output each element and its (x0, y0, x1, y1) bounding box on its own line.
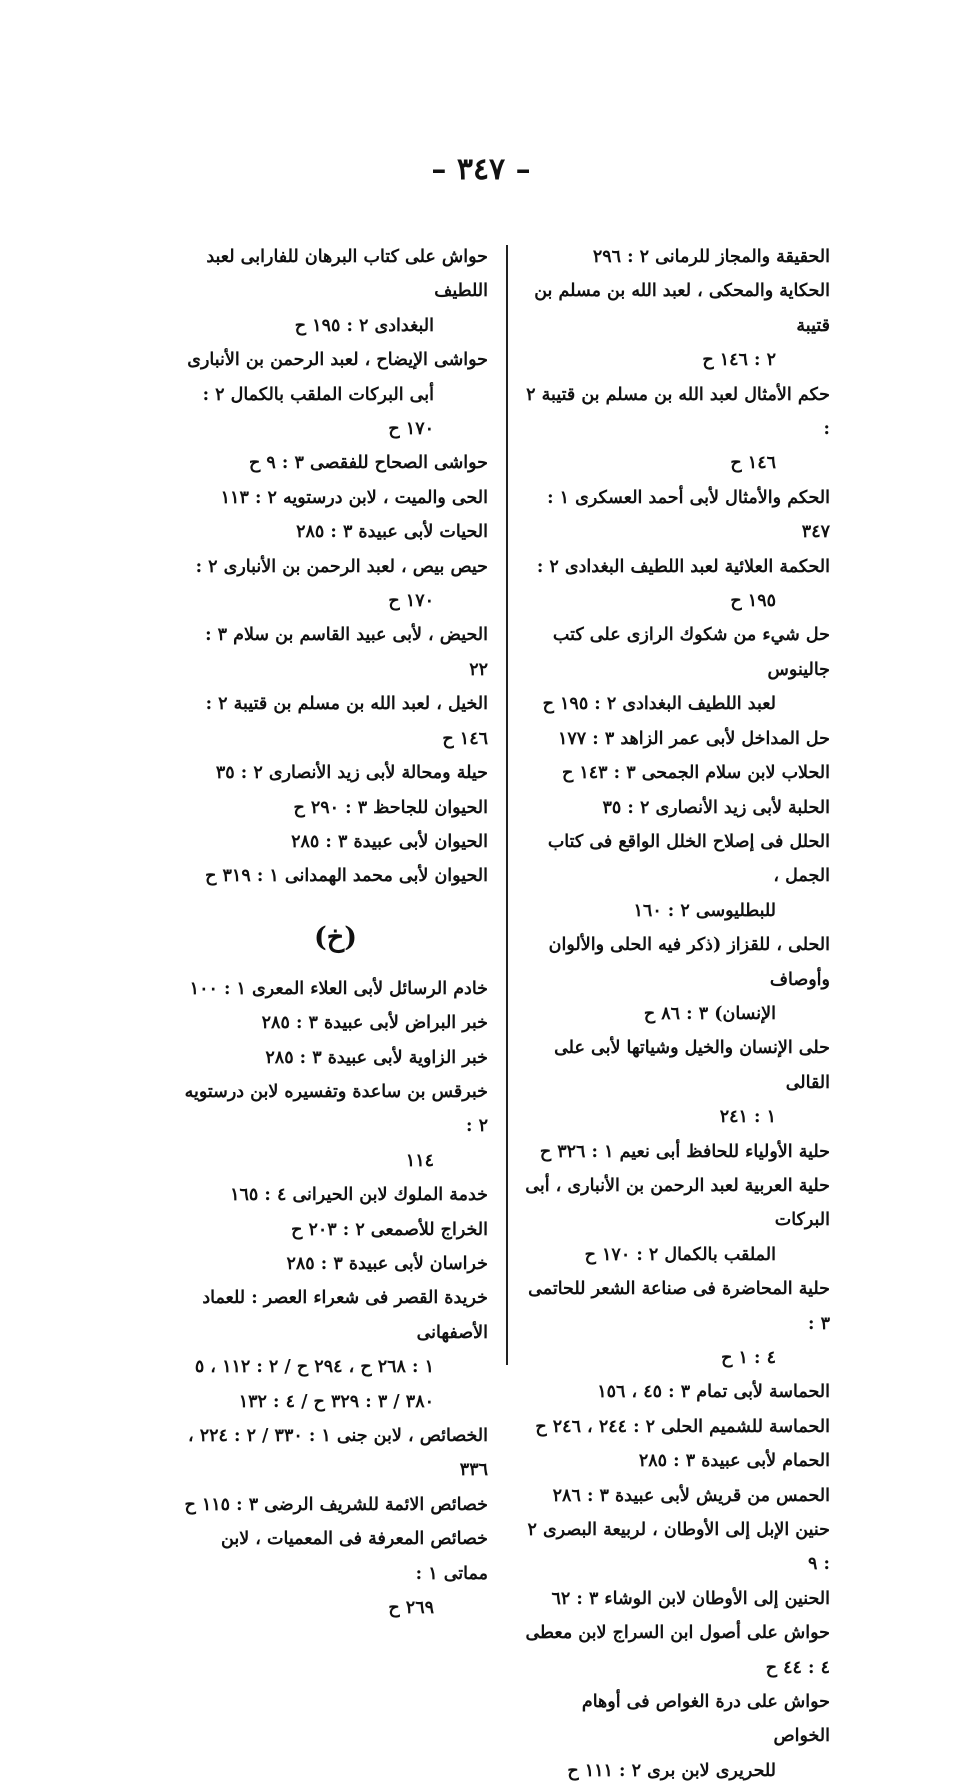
index-entry: حيلة ومحالة لأبى زيد الأنصارى ٢ : ٣٥ (215, 763, 488, 784)
index-entry: الحكم والأمثال لأبى أحمد العسكرى ١ : ٣٤٧ (547, 487, 830, 543)
index-entry: خريدة القصر فى شعراء العصر : للعماد الأصفهانى (202, 1288, 488, 1343)
index-entry: حلية الأولياء للحافظ أبى نعيم ١ : ٣٢٦ ح (539, 1141, 830, 1162)
index-entry: الحلل فى إصلاح الخلل الواقع فى كتاب الجمل ، (547, 831, 830, 887)
index-entry: الخصائص ، لابن جنى ١ : ٣٣٠ / ٢ : ٢٢٤ ، ٣٣٦ (187, 1426, 488, 1481)
index-entry-continuation: للحريرى لابن برى ٢ : ١١١ ح (567, 1760, 776, 1781)
index-entry-continuation: ١١٤ (405, 1150, 434, 1171)
index-entry: حواش على أصول ابن السراج لابن معطى ٤ : ٤٤ ح (525, 1623, 830, 1678)
index-entry: الحيوان للجاحظ ٣ : ٢٩٠ ح (293, 797, 488, 818)
index-entry: الحيض ، لأبى عبيد القاسم بن سلام ٣ : ٢٢ (205, 625, 488, 680)
index-entry: الحلاب لابن سلام الجمحى ٣ : ١٤٣ ح (561, 763, 830, 784)
index-entry: حلية العربية لعبد الرحمن بن الأنبارى ، أبى البركات (525, 1175, 830, 1231)
index-entry-continuation: ١٧٠ ح (388, 591, 434, 612)
index-entry: الحكاية والمحكى ، لعبد الله بن مسلم بن قتيبة (534, 281, 830, 336)
index-entry-continuation: ١ : ٢٦٨ ح ، ٢٩٤ ح / ٢ : ١١٢ ، ٥ (194, 1357, 434, 1378)
index-entry: حنين الإبل إلى الأوطان ، لربيعة البصرى ٢ : ٩ (527, 1520, 830, 1575)
index-entry: الحلبة لأبى زيد الأنصارى ٢ : ٣٥ (602, 797, 830, 818)
index-entry-continuation: ٤ : ١ ح (721, 1348, 776, 1368)
index-entry-continuation: ٣٨٠ / ٣ : ٣٢٩ ح / ٤ : ١٣٢ (238, 1391, 434, 1412)
right-column (525, 240, 830, 1788)
index-entry: خصائص المعرفة فى المعميات ، لابن مماتى ١ : (221, 1529, 488, 1584)
index-entry: خبر الزاوية لأبى عبيدة ٣ : ٢٨٥ (265, 1047, 488, 1068)
index-entry: خراسان لأبى عبيدة ٣ : ٢٨٥ (286, 1253, 488, 1274)
index-entry: حيص بيص ، لعبد الرحمن بن الأنبارى ٢ : (195, 556, 488, 577)
index-entry: الحيوان لأبى عبيدة ٣ : ٢٨٥ (291, 831, 488, 852)
index-entry: حل شيء من شكوك الرازى على كتب جالينوس (552, 625, 830, 680)
index-entry-continuation: ١٩٥ ح (730, 591, 776, 612)
index-entry-continuation: ٢٦٩ ح (388, 1598, 434, 1619)
section-heading-khaa: (خ) (314, 921, 357, 953)
index-entry: خبرقس بن ساعدة وتفسيره لابن درستويه ٢ : (184, 1081, 488, 1137)
index-entry: حكم الأمثال لعبد الله بن مسلم بن قتيبة ٢ : (526, 384, 830, 440)
index-entry: حواش على درة الغواص فى أوهام الخواص (581, 1692, 830, 1747)
index-entry: حواشى الإيضاح ، لعبد الرحمن بن الأنبارى (187, 350, 488, 371)
index-entry-continuation: البغدادى ٢ : ١٩٥ ح (294, 315, 434, 336)
index-entry-continuation: ١٤٦ ح (730, 453, 776, 474)
index-entry: الحى والميت ، لابن درستويه ٢ : ١١٣ (220, 487, 488, 508)
index-entry: خبر البراض لأبى عبيدة ٣ : ٢٨٥ (261, 1013, 488, 1034)
left-column (183, 240, 488, 1625)
index-entry: الحماسة للشميم الحلى ٢ : ٢٤٤ ، ٢٤٦ ح (535, 1416, 830, 1437)
index-entry: خادم الرسائل لأبى العلاء المعرى ١ : ١٠٠ (189, 978, 488, 999)
index-entry: خصائص الائمة للشريف الرضى ٣ : ١١٥ ح (184, 1494, 488, 1515)
index-entry: حلية المحاضرة فى صناعة الشعر للحاتمى ٣ : (528, 1279, 830, 1334)
index-entry: الحلى ، للقزاز (ذكر فيه الحلى والألوان وأوصاف (548, 935, 830, 990)
index-entry: حلى الإنسان والخيل وشياتها لأبى على القالى (554, 1038, 830, 1093)
index-entry-continuation: الإنسان) ٣ : ٨٦ ح (643, 1003, 776, 1024)
index-entry: الخراج للأصمعى ٢ : ٢٠٣ ح (291, 1219, 488, 1240)
index-entry: الخيل ، لعبد الله بن مسلم بن قتيبة ٢ : ١٤٦ ح (205, 694, 488, 749)
index-entry: الحكمة العلائية لعبد اللطيف البغدادى ٢ : (536, 556, 830, 577)
index-entry-continuation: ٢ : ١٤٦ ح (702, 350, 776, 371)
index-entry: الحنين إلى الأوطان لابن الوشاء ٣ : ٦٢ (551, 1588, 830, 1609)
index-entry-continuation: لعبد اللطيف البغدادى ٢ : ١٩٥ ح (542, 694, 776, 715)
index-entry: الحمام لأبى عبيدة ٣ : ٢٨٥ (638, 1451, 830, 1472)
index-entry-continuation: ١ : ٢٤١ (719, 1107, 776, 1128)
index-entry: الحيوان لأبى محمد الهمدانى ١ : ٣١٩ ح (205, 866, 488, 887)
column-divider (506, 245, 508, 1365)
index-entry: الحيات لأبى عبيدة ٣ : ٢٨٥ (296, 522, 488, 543)
index-entry: خدمة الملوك لابن الحيرانى ٤ : ١٦٥ (230, 1185, 488, 1206)
page-number: – ٣٤٧ – (431, 152, 531, 187)
index-entry: حل المداخل لأبى عمر الزاهد ٣ : ١٧٧ (557, 728, 830, 749)
index-entry: الحقيقة والمجاز للرمانى ٢ : ٢٩٦ (592, 247, 830, 267)
index-entry: حواش على كتاب البرهان للفارابى لعبد اللطيف (206, 247, 488, 302)
index-entry-continuation: للبطليوسى ٢ : ١٦٠ (633, 900, 776, 921)
index-entry-continuation: أبى البركات الملقب بالكمال ٢ : ١٧٠ ح (202, 384, 434, 440)
index-entry-continuation: الملقب بالكمال ٢ : ١٧٠ ح (584, 1244, 776, 1265)
index-entry: حواشى الصحاح للفقصى ٣ : ٩ ح (249, 453, 488, 474)
index-entry: الحماسة لأبى تمام ٣ : ٤٥ ، ١٥٦ (597, 1382, 830, 1403)
index-entry: الحمس من قريش لأبى عبيدة ٣ : ٢٨٦ (552, 1485, 830, 1506)
